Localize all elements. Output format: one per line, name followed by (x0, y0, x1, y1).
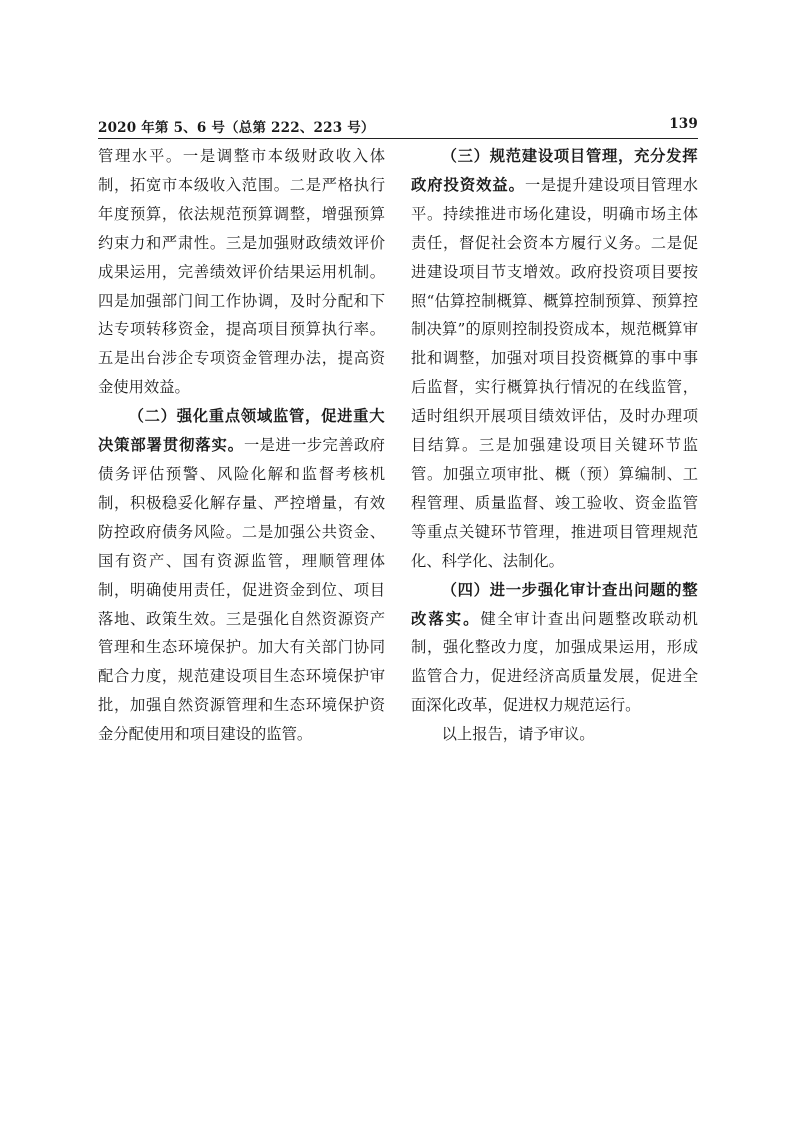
section-3-heading: （三）规范建设项目管理，充分发挥政府投资效益。 (411, 147, 698, 194)
paragraph-section-4 (411, 576, 698, 721)
section-2-body: 一是进一步完善政府债务评估预警、风险化解和监督考核机制，积极稳妥化解存量、严控增量，有效防控政府债务风险。二是加强公共资金、国有资产、国有资源监管，理顺管理体制，明确使用责任，促进资金到位、项目落地、政策生效。三是强化自然资源资产管理和生态环境保护。加大有关部门协同配合力度，规范建设项目生态环境保护审批，加强自然资源管理和生态环境保护资金分配使用和项目建设的监管。 (98, 436, 385, 744)
closing-paragraph: 以上报告，请予审议。 (441, 725, 595, 744)
section-4-body: 健全审计查出问题整改联动机制，强化整改力度，加强成果运用，形成监管合力，促进经济高质量发展，促进全面深化改革，促进权力规范运行。 (411, 609, 698, 715)
paragraph-continued: 管理水平。一是调整市本级财政收入体制，拓宽市本级收入范围。二是严格执行年度预算，依法规范预算调整，增强预算约束力和严肃性。三是加强财政绩效评价成果运用，完善绩效评价结果运用机制。四是加强部门间工作协调，及时分配和下达专项转移资金，提高项目预算执行率。五是出台涉企专项资金管理办法，提高资金使用效益。 (98, 147, 385, 397)
paragraph-section-2 (98, 402, 385, 749)
left-column (98, 142, 385, 749)
section-3-body: 一是提升建设项目管理水平。持续推进市场化建设，明确市场主体责任，督促社会资本方履行义务。二是促进建设项目节支增效。政府投资项目要按照“估算控制概算、概算控制预算、预算控制决算”的原则控制投资成本，规范概算审批和调整，加强对项目投资概算的事中事后监督，实行概算执行情况的在线监管，适时组织开展项目绩效评估，及时办理项目结算。三是加强建设项目关键环节监管。加强立项审批、概（预）算编制、工程管理、质量监督、竣工验收、资金监管等重点关键环节管理，推进项目管理规范化、科学化、法制化。 (411, 175, 698, 570)
right-column (411, 142, 698, 749)
page-number: 139 (669, 116, 698, 132)
section-2-heading: （二）强化重点领域监管，促进重大决策部署贯彻落实。 (98, 407, 385, 455)
header-rule (98, 138, 698, 139)
running-header (98, 115, 698, 135)
section-4-heading: （四）进一步强化审计查出问题的整改落实。 (411, 580, 698, 628)
issue-info: 2020 年第 5、6 号（总第 222、223 号） (98, 120, 375, 136)
paragraph-section-3 (411, 142, 698, 576)
